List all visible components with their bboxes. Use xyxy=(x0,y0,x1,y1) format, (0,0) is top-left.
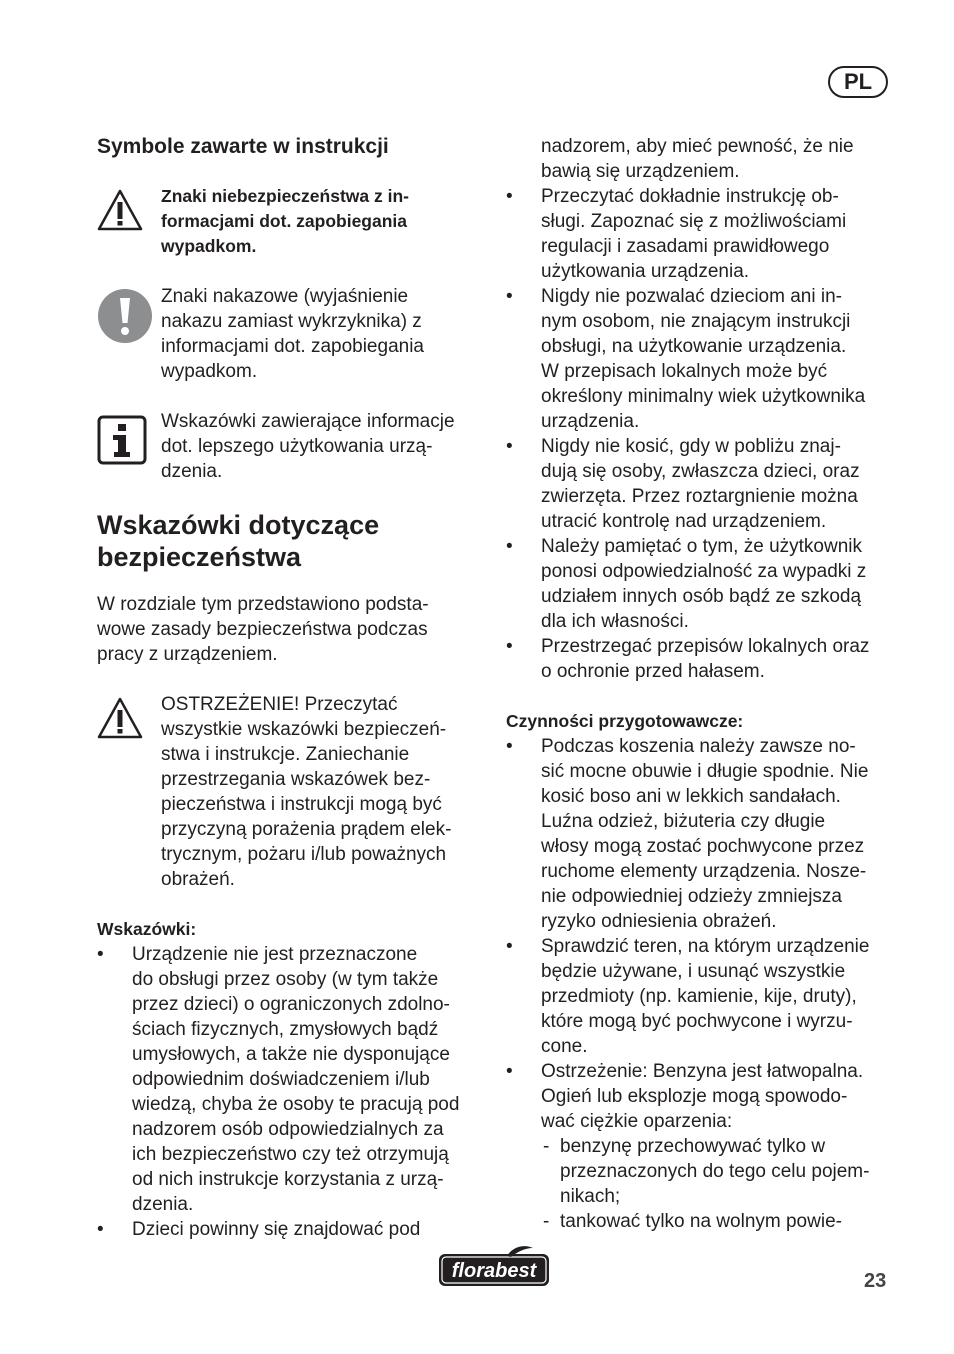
list-item: • Urządzenie nie jest przeznaczone do obsługi przez osoby (w tym także przez dzieci) o ograniczonych zdolno- ściach fizycznych, zmysłowych bądź umysłowych, a także nie dysponujące odpowiednim doświadczeniem i/lub wiedzą, chyba że osoby te pracują pod nadzorem osób odpowiedzialnych za ich bezpieczeństwo czy też otrzymują od nich instrukcje korzystania z urzą- dzenia. xyxy=(97,942,482,1217)
symbol-info xyxy=(97,409,482,484)
list-item: • Nigdy nie pozwalać dzieciom ani in- nym osobom, nie znającym instrukcji obsługi, na użytkowanie urządzenia. W przepisach lokalnych może być określony minimalny wiek użytkownika urządzenia. xyxy=(506,284,891,434)
safety-list xyxy=(506,184,891,684)
left-column xyxy=(97,134,482,1242)
info-icon xyxy=(97,415,147,465)
warning-triangle-icon xyxy=(97,188,143,232)
fuel-sublist xyxy=(541,1134,891,1234)
list-item: • Nigdy nie kosić, gdy w pobliżu znaj- dują się osoby, zwłaszcza dzieci, oraz zwierzęta. Przez roztargnienie można utracić kontrolę nad urządzeniem. xyxy=(506,434,891,534)
language-badge: PL xyxy=(828,66,888,98)
continuation-text: nadzorem, aby mieć pewność, że nie bawią się urządzeniem. xyxy=(541,136,854,182)
list-item-text: • Ostrzeżenie: Benzyna jest łatwopalna. Ogień lub eksplozje mogą spowodo- wać ciężkie oparzenia: xyxy=(541,1061,864,1132)
warning-text: OSTRZEŻENIE! Przeczytać wszystkie wskazówki bezpieczeń- stwa i instrukcje. Zaniechanie przestrzegania wskazówek bez- pieczeństwa i instrukcji mogą być przyczyną porażenia prądem elek- trycznym, pożaru i/lub poważnych obrażeń. xyxy=(161,694,452,890)
list-item: • Przestrzegać przepisów lokalnych oraz o ochronie przed hałasem. xyxy=(506,634,891,684)
exclamation-circle-icon xyxy=(97,288,153,344)
right-column xyxy=(506,134,891,1234)
symbol-danger-text: Znaki niebezpieczeństwa z in- formacjami dot. zapobiegania wypadkom. xyxy=(161,186,409,256)
list-item: • Należy pamiętać o tym, że użytkownik ponosi odpowiedzialność za wypadki z udziałem innych osób bądź ze szkodą dla ich własności. xyxy=(506,534,891,634)
notes-label: Wskazówki: xyxy=(97,919,197,939)
symbol-mandatory-text: Znaki nakazowe (wyjaśnienie nakazu zamiast wykrzyknika) z informacjami dot. zapobiegania wypadkom. xyxy=(161,286,424,382)
list-item: • Sprawdzić teren, na którym urządzenie będzie używane, i usunąć wszystkie przedmioty (np. kamienie, kije, druty), które mogą być pochwycone i wyrzu- cone. xyxy=(506,934,891,1059)
florabest-logo xyxy=(437,1244,551,1288)
prep-label: Czynności przygotowawcze: xyxy=(506,711,744,731)
list-item xyxy=(506,1059,891,1234)
symbol-danger xyxy=(97,184,482,259)
symbols-heading: Symbole zawarte w instrukcji xyxy=(97,135,389,158)
symbol-mandatory xyxy=(97,284,482,384)
safety-intro: W rozdziale tym przedstawiono podsta- wowe zasady bezpieczeństwa podczas pracy z urządzeniem. xyxy=(97,594,429,665)
sublist-item: - benzynę przechowywać tylko w przeznaczonych do tego celu pojem- nikach; xyxy=(541,1134,891,1209)
logo-text: florabest xyxy=(451,1260,537,1282)
warning-block xyxy=(97,692,482,892)
sublist-item: - tankować tylko na wolnym powie- xyxy=(541,1209,891,1234)
list-item: • Przeczytać dokładnie instrukcję ob- sługi. Zapoznać się z możliwościami regulacji i zasadami prawidłowego użytkowania urządzenia. xyxy=(506,184,891,284)
prep-list xyxy=(506,734,891,1234)
page-number: 23 xyxy=(864,1270,887,1292)
safety-heading: Wskazówki dotyczące bezpieczeństwa xyxy=(97,510,380,572)
warning-triangle-icon xyxy=(97,696,143,740)
symbol-info-text: Wskazówki zawierające informacje dot. lepszego użytkowania urzą- dzenia. xyxy=(161,411,455,482)
list-item: • Dzieci powinny się znajdować pod xyxy=(97,1217,482,1242)
notes-list xyxy=(97,942,482,1242)
list-item: • Podczas koszenia należy zawsze no- sić mocne obuwie i długie spodnie. Nie kosić boso ani w lekkich sandałach. Luźna odzież, biżuteria czy długie włosy mogą zostać pochwycone przez ruchome elementy urządzenia. Nosze- nie odpowiedniej odzieży zmniejsza ryzyko odniesienia obrażeń. xyxy=(506,734,891,934)
